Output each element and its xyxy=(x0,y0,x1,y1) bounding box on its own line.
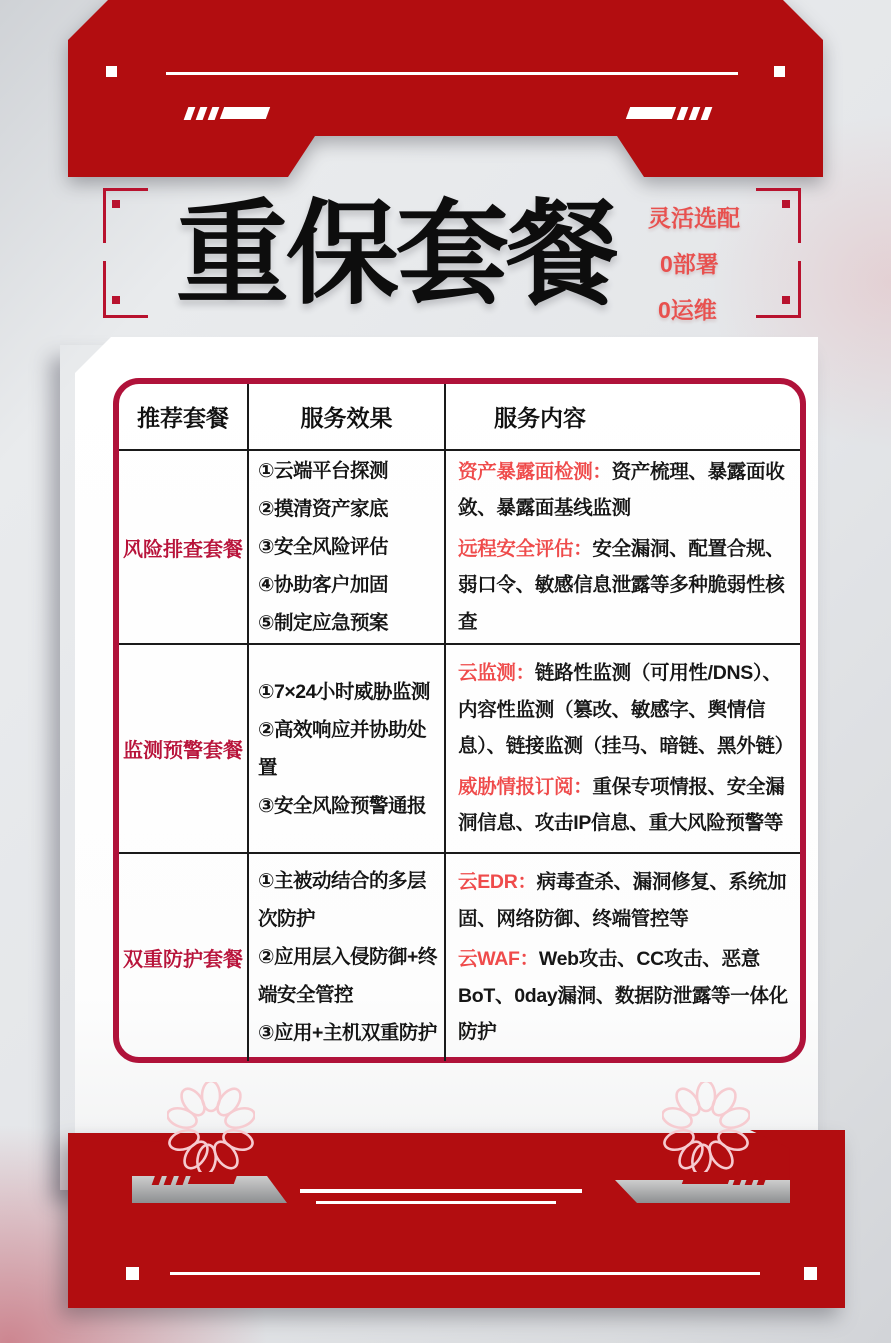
title-tag: 0部署 xyxy=(660,251,719,277)
title-bracket-square xyxy=(112,200,120,208)
footer-square-left xyxy=(126,1267,139,1280)
effect-line: ③安全风险预警通报 xyxy=(258,794,427,817)
effects-cell xyxy=(249,451,446,645)
content-paragraph xyxy=(458,864,796,937)
content-text: Web攻击、CC攻击、恶意BoT、0day漏洞、数据防泄露等一体化防护 xyxy=(458,948,788,1043)
package-name-cell: 监测预警套餐 xyxy=(119,645,249,854)
effect-line: ③应用+主机双重防护 xyxy=(258,1022,437,1045)
header-banner-shape xyxy=(68,0,823,177)
effect-line: ②高效响应并协助处置 xyxy=(258,718,427,779)
content-cell xyxy=(446,645,800,854)
effect-line: ①7×24小时威胁监测 xyxy=(258,680,430,703)
content-paragraph xyxy=(458,531,796,641)
content-label: 云监测： xyxy=(458,662,535,685)
table-header-content: 服务内容 xyxy=(446,384,800,451)
effect-line: ②摸清资产家底 xyxy=(258,498,389,520)
effect-line: ④协助客户加固 xyxy=(258,574,389,596)
title-bracket-square xyxy=(112,296,120,304)
content-cell xyxy=(446,854,800,1061)
header-dashes-right xyxy=(628,106,710,120)
header-dashes-left xyxy=(186,106,268,120)
effect-line: ①云端平台探测 xyxy=(258,460,389,482)
flower-ornament-left xyxy=(167,1082,255,1174)
header-square-left xyxy=(106,66,117,77)
footer-square-right xyxy=(804,1267,817,1280)
effects-cell xyxy=(249,854,446,1061)
effect-line: ⑤制定应急预案 xyxy=(258,612,389,634)
content-paragraph xyxy=(458,655,796,765)
footer-line-1 xyxy=(300,1189,582,1193)
header-square-right xyxy=(774,66,785,77)
package-name-cell: 双重防护套餐 xyxy=(119,854,249,1061)
footer-dashes-right xyxy=(684,1171,766,1185)
package-name-cell: 风险排查套餐 xyxy=(119,451,249,645)
content-paragraph xyxy=(458,454,796,527)
packages-table xyxy=(113,378,806,1063)
content-paragraph xyxy=(458,941,796,1051)
title-bracket-square xyxy=(782,296,790,304)
title-bracket-square xyxy=(782,200,790,208)
page-title: 重保套餐 xyxy=(176,191,616,317)
effect-line: ③安全风险评估 xyxy=(258,536,389,558)
content-text: 链路性监测（可用性/DNS）、内容性监测（篡改、敏感字、舆情信息）、链接监测（挂马、暗链、黑外链） xyxy=(458,662,794,758)
footer-line-2 xyxy=(316,1201,556,1204)
content-text: 资产梳理、暴露面收敛、暴露面基线监测 xyxy=(458,460,785,520)
footer-bottom-line xyxy=(170,1272,760,1275)
content-text: 重保专项情报、安全漏洞信息、攻击IP信息、重大风险预警等 xyxy=(458,775,785,835)
title-tag: 0运维 xyxy=(658,297,717,323)
effect-line: ①主被动结合的多层次防护 xyxy=(258,870,427,931)
header-line xyxy=(166,72,738,75)
content-cell xyxy=(446,451,800,645)
title-bracket-top-left xyxy=(103,188,148,243)
effects-cell xyxy=(249,645,446,854)
title-tag: 灵活选配 xyxy=(648,205,740,231)
content-text: 安全漏洞、配置合规、弱口令、敏感信息泄露等多种脆弱性核查 xyxy=(458,537,785,633)
footer-dashes-left xyxy=(154,1171,236,1185)
title-tags xyxy=(648,206,778,344)
header-banner xyxy=(68,0,823,177)
content-text: 病毒查杀、漏洞修复、系统加固、网络防御、终端管控等 xyxy=(458,871,787,930)
content-label: 云WAF： xyxy=(458,948,539,970)
title-bracket-bottom-left xyxy=(103,261,148,318)
effect-line: ②应用层入侵防御+终端安全管控 xyxy=(258,946,437,1007)
flower-ornament-right xyxy=(662,1082,750,1174)
content-label: 云EDR： xyxy=(458,871,537,893)
table-header-effect: 服务效果 xyxy=(249,384,446,451)
content-label: 威胁情报订阅： xyxy=(458,775,593,798)
content-label: 远程安全评估： xyxy=(458,537,593,560)
content-paragraph xyxy=(458,769,796,842)
table-header-package: 推荐套餐 xyxy=(119,384,249,451)
content-label: 资产暴露面检测： xyxy=(458,460,612,483)
